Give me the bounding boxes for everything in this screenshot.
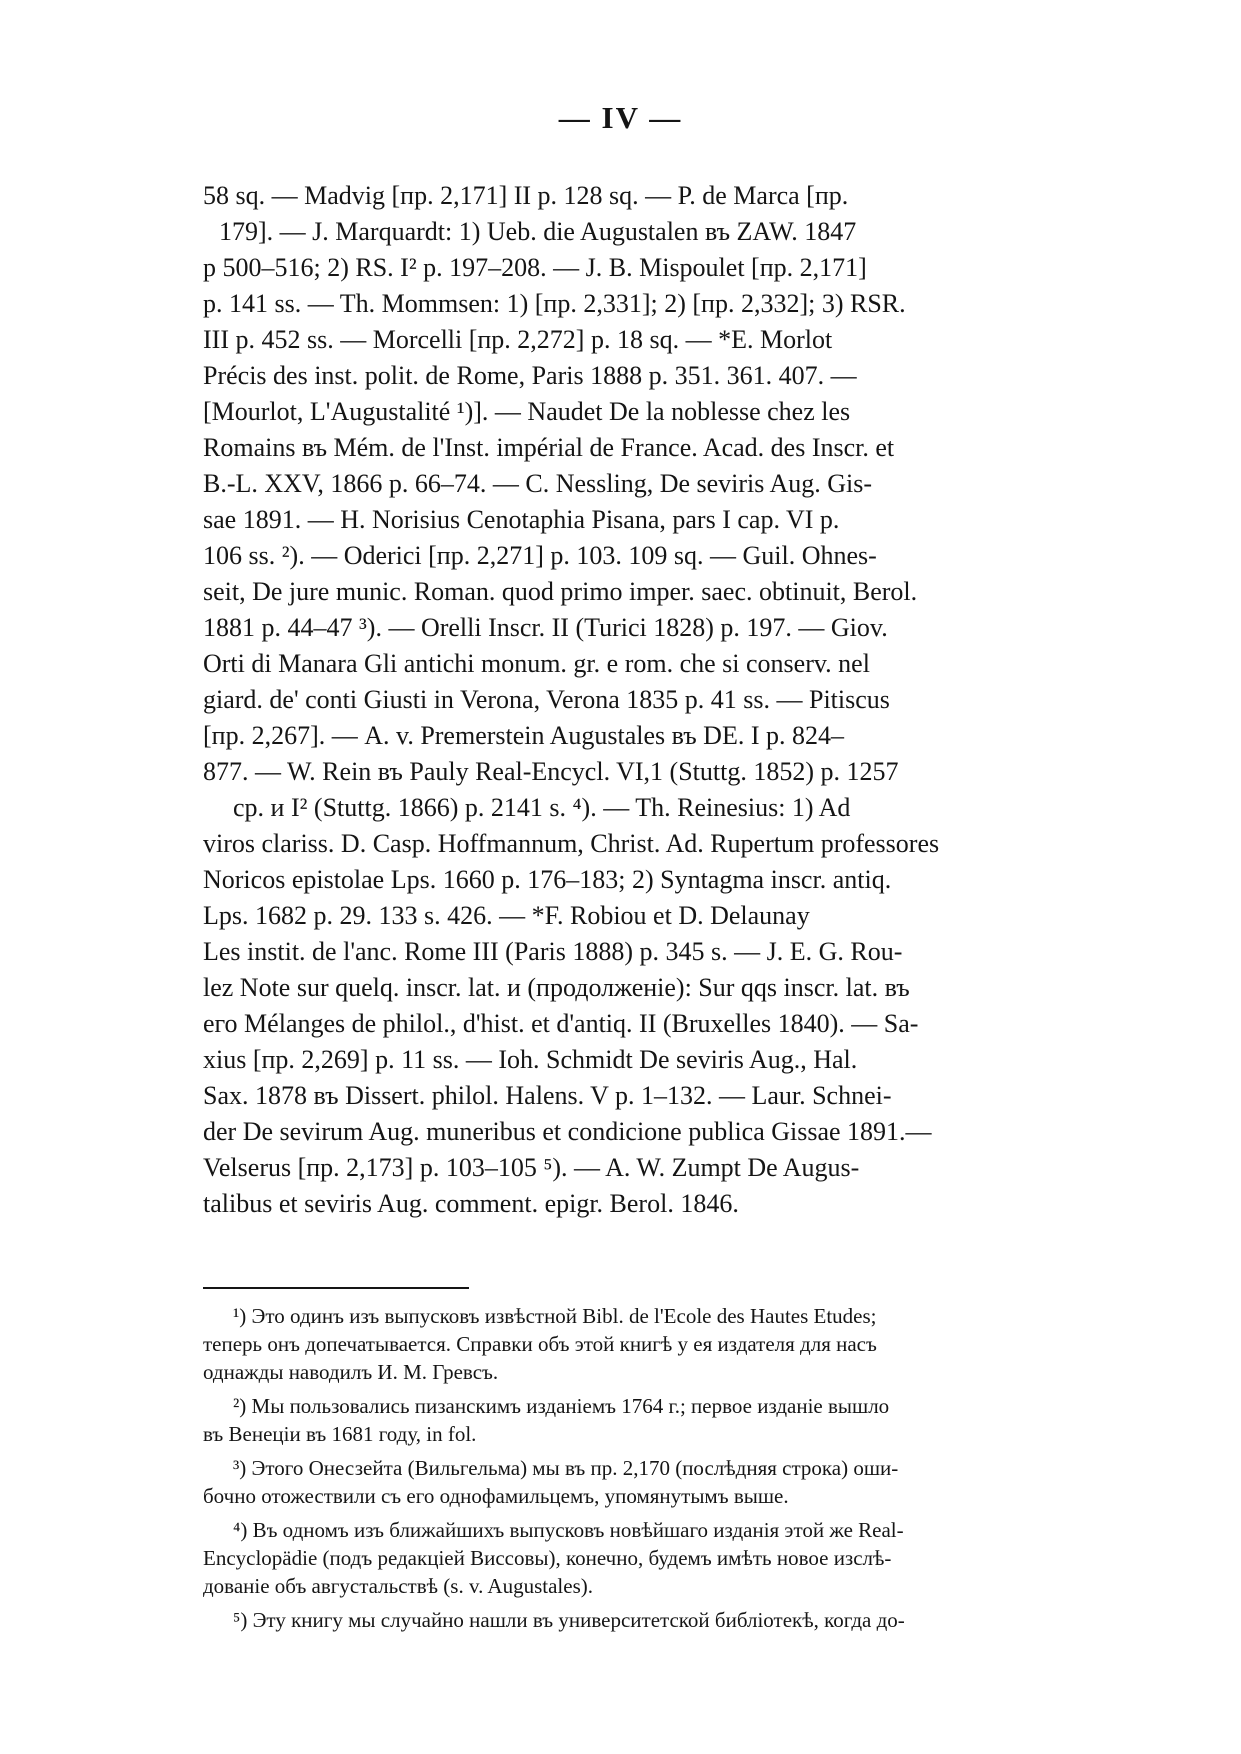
footnote-2: ²) Мы пользовались пизанскимъ изданіемъ 1764 г.; первое изданіе вышло [233,1394,890,1418]
text-line: Précis des inst. polit. de Rome, Paris 1888 p. 351. 361. 407. — [203,361,857,390]
text-line: 58 sq. — Madvig [пр. 2,171] II p. 128 sq. — P. de Marca [пр. [203,181,849,210]
text-line: der De sevirum Aug. muneribus et condicione publica Gissae 1891.— [203,1117,932,1146]
footnote-4: ⁴) Въ одномъ изъ ближайшихъ выпусковъ новѣйшаго изданія этой же Real- [233,1518,904,1542]
text-line: 1881 p. 44–47 ³). — Orelli Inscr. II (Turici 1828) p. 197. — Giov. [203,613,888,642]
text-line: [Mourlot, L'Augustalité ¹)]. — Naudet De la noblesse chez les [203,397,851,426]
text-line: sae 1891. — H. Norisius Cenotaphia Pisana, pars I cap. VI p. [203,505,840,534]
bibliography-text [203,178,1083,1222]
footnote-line: Encyclopädie (подъ редакціей Виссовы), конечно, будемъ имѣть новое изслѣ- [203,1546,892,1570]
footnote-5: ⁵) Эту книгу мы случайно нашли въ университетской библіотекѣ, когда до- [233,1608,905,1632]
text-line: giard. de' conti Giusti in Verona, Verona 1835 p. 41 ss. — Pitiscus [203,685,890,714]
text-line: Velserus [пр. 2,173] p. 103–105 ⁵). — A. W. Zumpt De Augus- [203,1153,860,1182]
text-line: p. 141 ss. — Th. Mommsen: 1) [пр. 2,331]; 2) [пр. 2,332]; 3) RSR. [203,289,906,318]
text-line: его Mélanges de philol., d'hist. et d'antiq. II (Bruxelles 1840). — Sa- [203,1009,919,1038]
text-line: Noricos epistolae Lps. 1660 p. 176–183; 2) Syntagma inscr. antiq. [203,865,892,894]
page-number: — IV — [558,100,683,135]
text-line: Lps. 1682 p. 29. 133 s. 426. — *F. Robiou et D. Delaunay [203,901,810,930]
text-line: 179]. — J. Marquardt: 1) Ueb. die Augustalen въ ZAW. 1847 [219,217,857,246]
footnote-line: въ Венеціи въ 1681 году, in fol. [203,1422,477,1446]
footnote-line: однажды наводилъ И. М. Гревсъ. [203,1360,499,1384]
text-line: seit, De jure munic. Roman. quod primo imper. saec. obtinuit, Berol. [203,577,918,606]
text-line: Orti di Manara Gli antichi monum. gr. e rom. che si conserv. nel [203,649,870,678]
text-line: ср. и I² (Stuttg. 1866) p. 2141 s. ⁴). — Th. Reinesius: 1) Ad [233,793,851,822]
text-line: III p. 452 ss. — Morcelli [пр. 2,272] p. 18 sq. — *E. Morlot [203,325,833,354]
text-line: 106 ss. ²). — Oderici [пр. 2,271] p. 103. 109 sq. — Guil. Ohnes- [203,541,877,570]
text-line: [пр. 2,267]. — A. v. Premerstein Augustales въ DE. I p. 824– [203,721,844,750]
text-line: talibus et seviris Aug. comment. epigr. Berol. 1846. [203,1189,739,1218]
text-line: Les instit. de l'anc. Rome III (Paris 1888) p. 345 s. — J. E. G. Rou- [203,937,903,966]
text-line: 877. — W. Rein въ Pauly Real-Encycl. VI,1 (Stuttg. 1852) p. 1257 [203,757,899,786]
text-line: Romains въ Mém. de l'Inst. impérial de France. Acad. des Inscr. et [203,433,895,462]
footnote-line: теперь онъ допечатывается. Справки объ этой книгѣ у ея издателя для насъ [203,1332,877,1356]
text-line: lez Note sur quelq. inscr. lat. и (продолженіе): Sur qqs inscr. lat. въ [203,973,910,1002]
footnote-line: дованіе объ августальствѣ (s. v. Augustales). [203,1574,593,1598]
footnote-1: ¹) Это одинъ изъ выпусковъ извѣстной Bibl. de l'Ecole des Hautes Etudes; [233,1304,877,1328]
footnote-3: ³) Этого Онесзейта (Вильгельма) мы въ пр. 2,170 (послѣдняя строка) оши- [233,1456,899,1480]
text-line: Sax. 1878 въ Dissert. philol. Halens. V p. 1–132. — Laur. Schnei- [203,1081,892,1110]
text-line: B.-L. XXV, 1866 p. 66–74. — C. Nessling, De seviris Aug. Gis- [203,469,873,498]
text-line: viros clariss. D. Casp. Hoffmannum, Christ. Ad. Rupertum professores [203,829,940,858]
footnote-line: бочно отожествили съ его однофамильцемъ, упомянутымъ выше. [203,1484,789,1508]
footnotes [203,1302,1083,1634]
text-line: p 500–516; 2) RS. I² p. 197–208. — J. B. Mispoulet [пр. 2,171] [203,253,867,282]
footnote-separator [203,1287,469,1289]
text-line: xius [пр. 2,269] p. 11 ss. — Ioh. Schmidt De seviris Aug., Hal. [203,1045,858,1074]
